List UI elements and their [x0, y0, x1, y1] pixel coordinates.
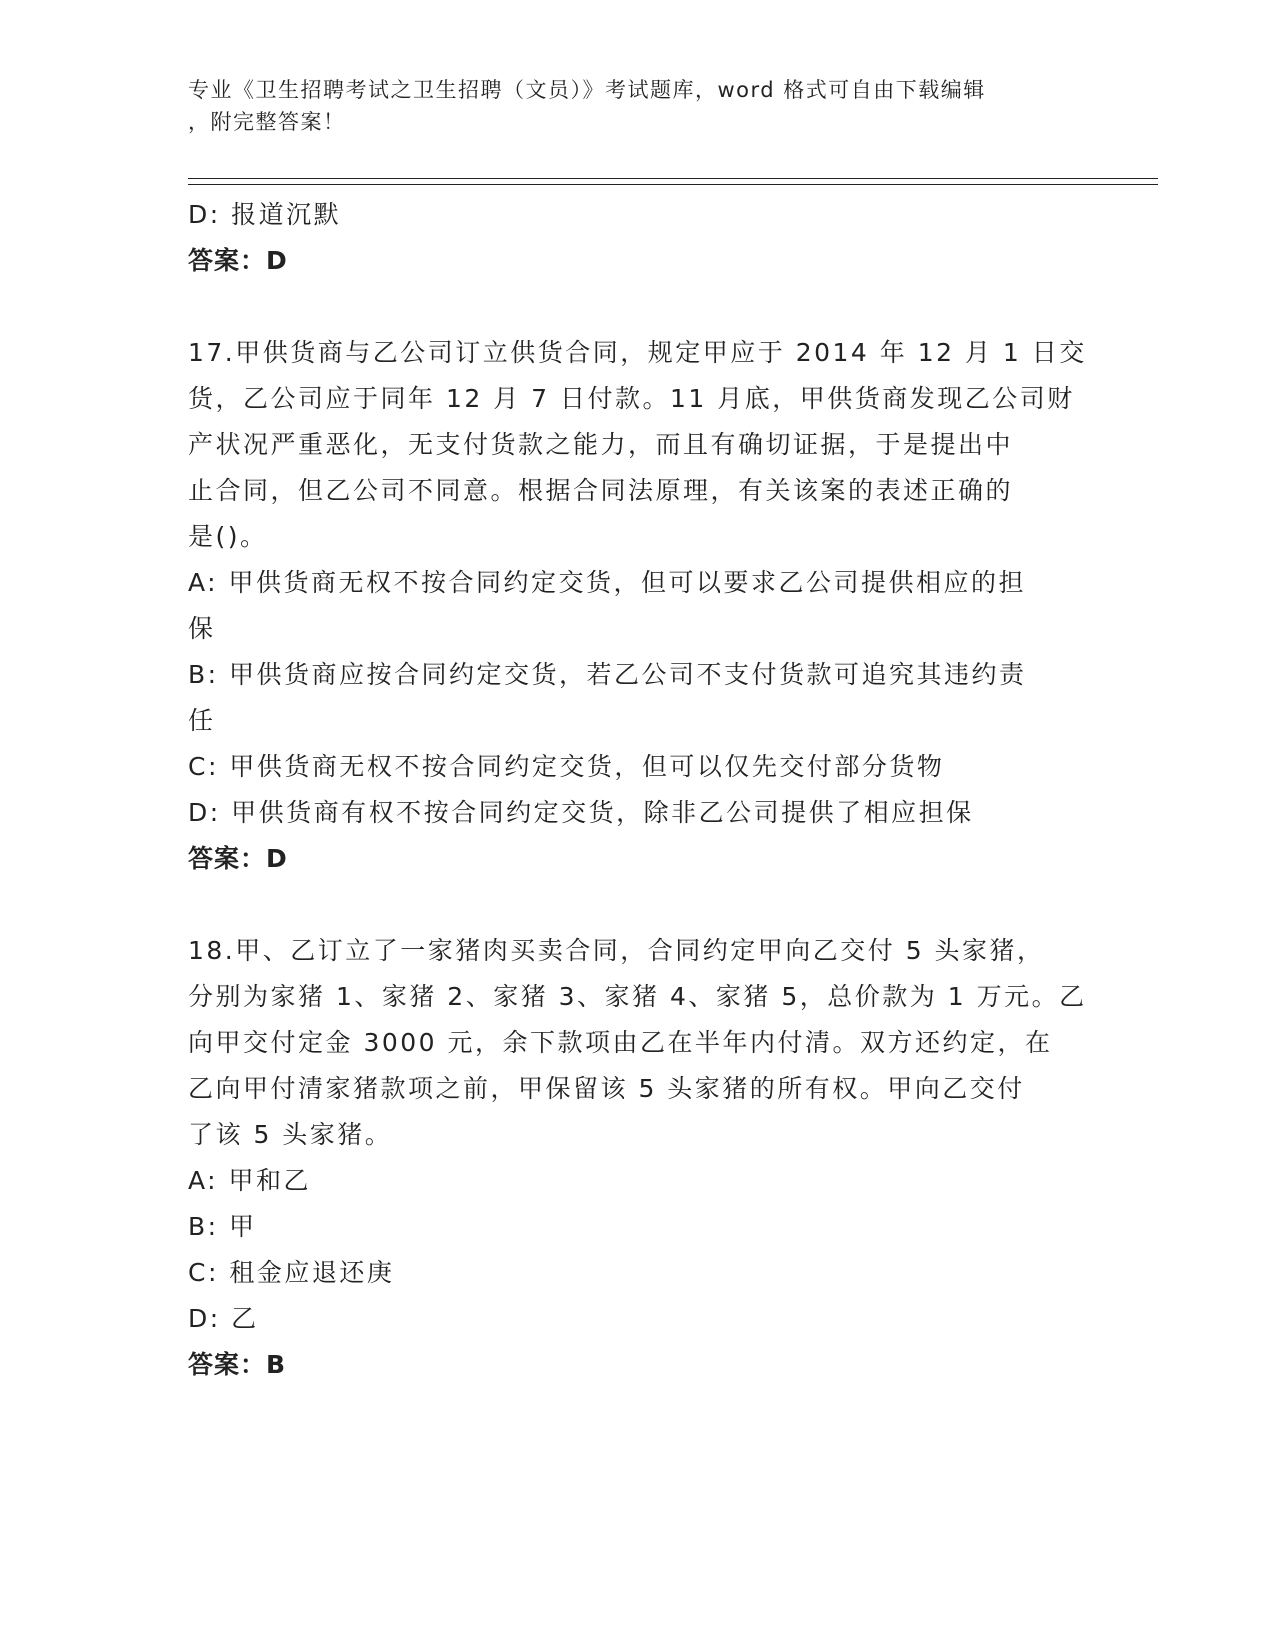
spacer [188, 882, 1088, 928]
header-divider-bottom [188, 184, 1158, 185]
header-line-1: 专业《卫生招聘考试之卫生招聘（文员）》考试题库，word 格式可自由下载编辑 [188, 78, 986, 102]
question-text-line: 产状况严重恶化，无支付货款之能力，而且有确切证据，于是提出中 [188, 430, 1014, 459]
previous-question-tail [188, 192, 1088, 284]
question-17 [188, 330, 1088, 882]
question-text-line: 17.甲供货商与乙公司订立供货合同，规定甲应于 2014 年 12 月 1 日交 [188, 338, 1087, 367]
question-text-line: 是()。 [188, 522, 268, 551]
option-b: B: 甲 [188, 1212, 257, 1241]
question-18 [188, 928, 1088, 1388]
answer: 答案：D [188, 844, 288, 873]
document-body [188, 192, 1088, 1388]
header-divider-top [188, 178, 1158, 179]
option-a: A: 甲和乙 [188, 1166, 312, 1195]
question-text-line: 乙向甲付清家猪款项之前，甲保留该 5 头家猪的所有权。甲向乙交付 [188, 1074, 1025, 1103]
document-header [188, 74, 1088, 138]
answer: 答案：D [188, 246, 288, 275]
question-text-line: 分别为家猪 1、家猪 2、家猪 3、家猪 4、家猪 5，总价款为 1 万元。乙 [188, 982, 1087, 1011]
option-d: D: 乙 [188, 1304, 259, 1333]
option-c: C: 租金应退还庚 [188, 1258, 395, 1287]
header-line-2: ，附完整答案！ [188, 110, 346, 134]
option-a: A: 甲供货商无权不按合同约定交货，但可以要求乙公司提供相应的担 [188, 568, 1027, 597]
question-text-line: 货，乙公司应于同年 12 月 7 日付款。11 月底，甲供货商发现乙公司财 [188, 384, 1075, 413]
option-d: D: 报道沉默 [188, 200, 342, 229]
question-text-line: 了该 5 头家猪。 [188, 1120, 393, 1149]
option-b: B: 甲供货商应按合同约定交货，若乙公司不支付货款可追究其违约责 [188, 660, 1027, 689]
option-d: D: 甲供货商有权不按合同约定交货，除非乙公司提供了相应担保 [188, 798, 974, 827]
question-text-line: 止合同，但乙公司不同意。根据合同法原理，有关该案的表述正确的 [188, 476, 1014, 505]
question-text-line: 18.甲、乙订立了一家猪肉买卖合同，合同约定甲向乙交付 5 头家猪， [188, 936, 1045, 965]
spacer [188, 284, 1088, 330]
option-b-continued: 任 [188, 706, 216, 735]
option-a-continued: 保 [188, 614, 216, 643]
option-c: C: 甲供货商无权不按合同约定交货，但可以仅先交付部分货物 [188, 752, 945, 781]
question-text-line: 向甲交付定金 3000 元，余下款项由乙在半年内付清。双方还约定，在 [188, 1028, 1053, 1057]
answer: 答案：B [188, 1350, 287, 1379]
